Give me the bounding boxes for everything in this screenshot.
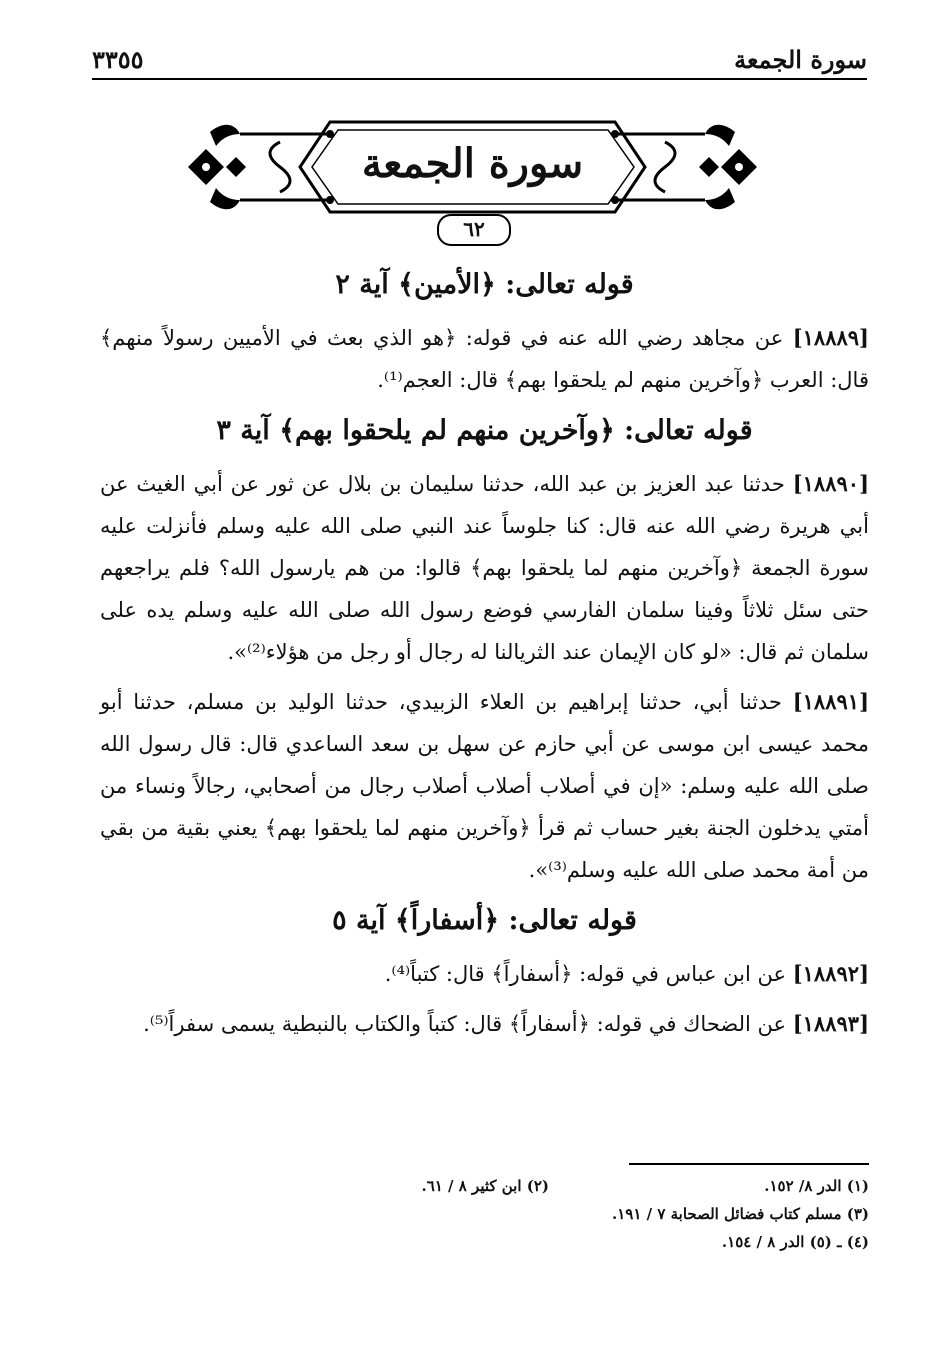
footnote-2: (٢) ابن كثير ٨ / ٦١. [421,1177,549,1195]
footnotes [120,1172,869,1256]
footnote-3: (٣) مسلم كتاب فضائل الصحابة ٧ / ١٩١. [611,1205,869,1223]
entry-text: عن الضحاك في قوله: ﴿أسفاراً﴾ قال: كتباً والكتاب بالنبطية يسمى سفراً⁽⁵⁾. [143,1012,787,1036]
hadith-entry [100,681,869,891]
entry-number: [١٨٨٩١] [792,689,869,714]
footnote-row [120,1172,869,1200]
entry-text: عن مجاهد رضي الله عنه في قوله: ﴿هو الذي بعث في الأميين رسولاً منهم﴾ قال: العرب ﴿وآخرين منهم لم يلحقوا بهم﴾ قال: العجم⁽¹⁾. [100,326,869,392]
verse-heading: قوله تعالى: ﴿وآخرين منهم لم يلحقوا بهم﴾ آية ٣ [216,415,753,446]
verse-heading: قوله تعالى: ﴿أسفاراً﴾ آية ٥ [332,905,637,936]
footnote-4-5: (٤) ـ (٥) الدر ٨ / ١٥٤. [721,1233,869,1251]
surah-title-ornament [180,112,765,222]
running-header [92,38,867,80]
entry-number: [١٨٨٩٢] [792,961,869,986]
hadith-entry [100,953,869,995]
commentary-body [100,255,869,1053]
entry-number: [١٨٨٩٠] [792,471,869,496]
hadith-entry [100,463,869,673]
entry-text: عن ابن عباس في قوله: ﴿أسفاراً﴾ قال: كتباً⁽⁴⁾. [384,962,787,986]
entry-number: [١٨٨٩٣] [792,1011,869,1036]
surah-number-badge: ٦٢ [437,214,511,246]
entry-text: حدثنا أبي، حدثنا إبراهيم بن العلاء الزبيدي، حدثنا الوليد بن مسلم، حدثنا أبو محمد عيسى ابن موسى عن أبي حازم عن سهل بن سعد الساعدي قال: قال رسول الله صلى الله عليه وسلم: «إن في أصلاب أصلاب أصلاب رجال من أصحابي، رجالاً ونساء من أمتي يدخلون الجنة بغير حساب ثم قرأ ﴿وآخرين منهم لما يلحقوا بهم﴾ يعني بقية من بقي من أمة محمد صلى الله عليه وسلم⁽³⁾». [100,690,870,882]
running-surah-title: سورة الجمعة [734,45,867,74]
page-number: ٣٣٥٥ [92,45,144,74]
verse-heading: قوله تعالى: ﴿الأمين﴾ آية ٢ [335,269,634,300]
surah-title: سورة الجمعة [361,140,584,187]
entry-text: حدثنا عبد العزيز بن عبد الله، حدثنا سليمان بن بلال عن ثور عن أبي الغيث عن أبي هريرة رضي الله عنه قال: كنا جلوساً عند النبي صلى الله عليه وسلم فأنزلت عليه سورة الجمعة ﴿وآخرين منهم لما يلحقوا بهم﴾ قالوا: من هم يارسول الله؟ فلم يراجعهم حتى سئل ثلاثاً وفينا سلمان الفارسي فوضع رسول الله صلى الله عليه وسلم يده على سلمان ثم قال: «لو كان الإيمان عند الثريالنا له رجال أو رجل من هؤلاء⁽²⁾». [100,472,869,664]
footnote-1: (١) الدر ٨/ ١٥٢. [764,1177,869,1195]
hadith-entry [100,1003,869,1045]
hadith-entry [100,317,869,401]
entry-number: [١٨٨٨٩] [792,325,869,350]
footnote-divider [629,1163,869,1165]
